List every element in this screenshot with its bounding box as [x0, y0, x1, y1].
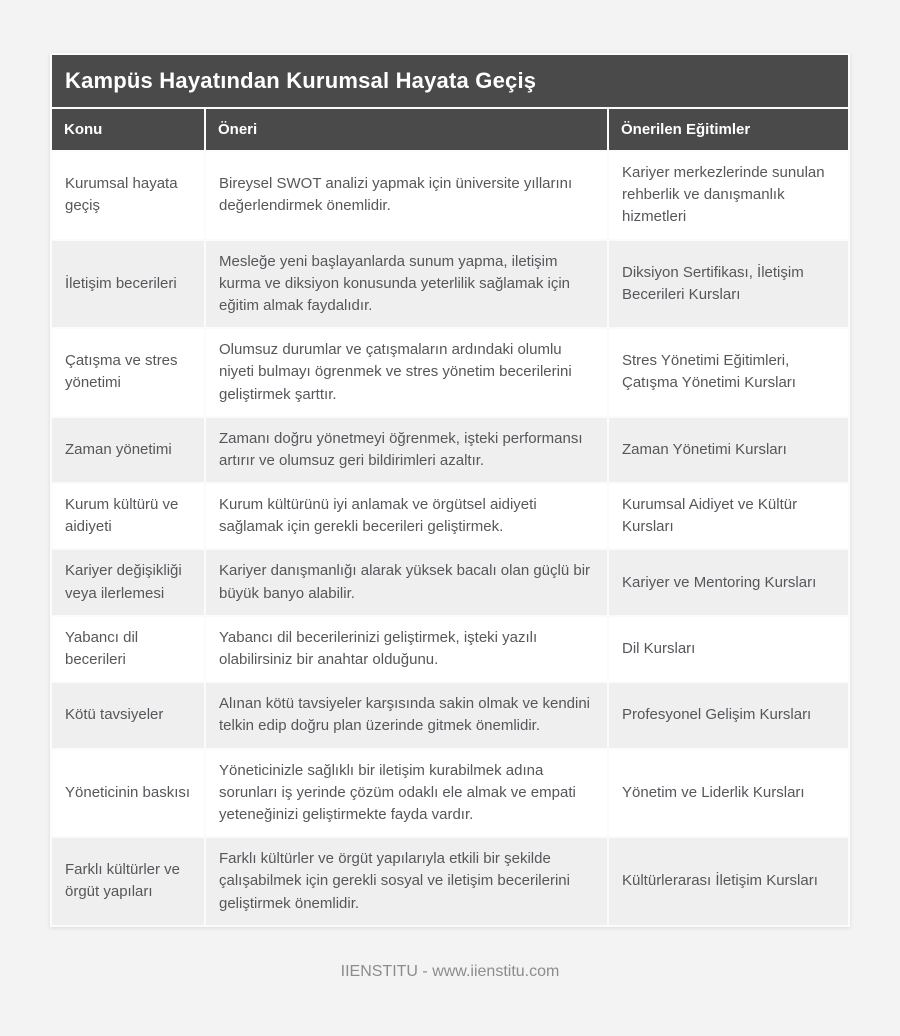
topic-cell: Yabancı dil becerileri — [52, 617, 204, 681]
topic-cell: Kurum kültürü ve aidiyeti — [52, 484, 204, 548]
table-row — [52, 550, 848, 614]
table-row — [52, 329, 848, 416]
trainings-cell: Kurumsal Aidiyet ve Kültür Kursları — [609, 484, 848, 548]
trainings-cell: Kariyer ve Mentoring Kursları — [609, 550, 848, 614]
trainings-cell: Profesyonel Gelişim Kursları — [609, 683, 848, 747]
suggestion-cell: Kariyer danışmanlığı alarak yüksek bacalı olan güçlü bir büyük banyo alabilir. — [206, 550, 607, 614]
trainings-cell: Stres Yönetimi Eğitimleri, Çatışma Yönetimi Kursları — [609, 329, 848, 416]
topic-cell: Zaman yönetimi — [52, 418, 204, 482]
topic-cell: Kariyer değişikliği veya ilerlemesi — [52, 550, 204, 614]
table-body — [52, 152, 848, 925]
suggestion-cell: Kurum kültürünü iyi anlamak ve örgütsel aidiyeti sağlamak için gerekli becerileri geliştirmek. — [206, 484, 607, 548]
trainings-cell: Yönetim ve Liderlik Kursları — [609, 750, 848, 837]
suggestion-cell: Yöneticinizle sağlıklı bir iletişim kurabilmek adına sorunları iş yerinde çözüm odaklı ele almak ve empati yeteneğinizi geliştirmekte fayda vardır. — [206, 750, 607, 837]
footer-credit: IIENSTITU - www.iienstitu.com — [340, 963, 560, 980]
table-header-row — [52, 109, 848, 150]
topic-cell: Kurumsal hayata geçiş — [52, 152, 204, 239]
trainings-cell: Diksiyon Sertifikası, İletişim Becerileri Kursları — [609, 241, 848, 328]
table-row — [52, 838, 848, 925]
topic-cell: İletişim becerileri — [52, 241, 204, 328]
content-card — [50, 53, 850, 927]
table-row — [52, 617, 848, 681]
suggestion-cell: Farklı kültürler ve örgüt yapılarıyla etkili bir şekilde çalışabilmek için gerekli sosyal ve iletişim becerilerini geliştirmek önemlidir. — [206, 838, 607, 925]
table-row — [52, 683, 848, 747]
column-header-konu: Konu — [52, 109, 204, 150]
suggestion-cell: Olumsuz durumlar ve çatışmaların ardındaki olumlu niyeti bulmayı ögrenmek ve stres yönetim becerilerini geliştirmek şarttır. — [206, 329, 607, 416]
table-row — [52, 152, 848, 239]
column-header-onerilen-egitimler: Önerilen Eğitimler — [609, 109, 848, 150]
topic-cell: Farklı kültürler ve örgüt yapıları — [52, 838, 204, 925]
table-row — [52, 750, 848, 837]
trainings-cell: Zaman Yönetimi Kursları — [609, 418, 848, 482]
suggestion-cell: Yabancı dil becerilerinizi geliştirmek, işteki yazılı olabilirsiniz bir anahtar olduğunu. — [206, 617, 607, 681]
trainings-cell: Kültürlerarası İletişim Kursları — [609, 838, 848, 925]
suggestion-cell: Bireysel SWOT analizi yapmak için üniversite yıllarını değerlendirmek önemlidir. — [206, 152, 607, 239]
topic-cell: Çatışma ve stres yönetimi — [52, 329, 204, 416]
table-row — [52, 418, 848, 482]
trainings-cell: Dil Kursları — [609, 617, 848, 681]
table-row — [52, 484, 848, 548]
topic-cell: Yöneticinin baskısı — [52, 750, 204, 837]
suggestion-cell: Zamanı doğru yönetmeyi öğrenmek, işteki performansı artırır ve olumsuz geri bildirimleri azaltır. — [206, 418, 607, 482]
suggestion-cell: Mesleğe yeni başlayanlarda sunum yapma, iletişim kurma ve diksiyon konusunda yeterlilik sağlamak için eğitim almak faydalıdır. — [206, 241, 607, 328]
page-title: Kampüs Hayatından Kurumsal Hayata Geçiş — [52, 55, 848, 107]
suggestion-cell: Alınan kötü tavsiyeler karşısında sakin olmak ve kendini telkin edip doğru plan üzerinde gitmek önemlidir. — [206, 683, 607, 747]
topic-cell: Kötü tavsiyeler — [52, 683, 204, 747]
trainings-cell: Kariyer merkezlerinde sunulan rehberlik ve danışmanlık hizmetleri — [609, 152, 848, 239]
column-header-oneri: Öneri — [206, 109, 607, 150]
table-row — [52, 241, 848, 328]
